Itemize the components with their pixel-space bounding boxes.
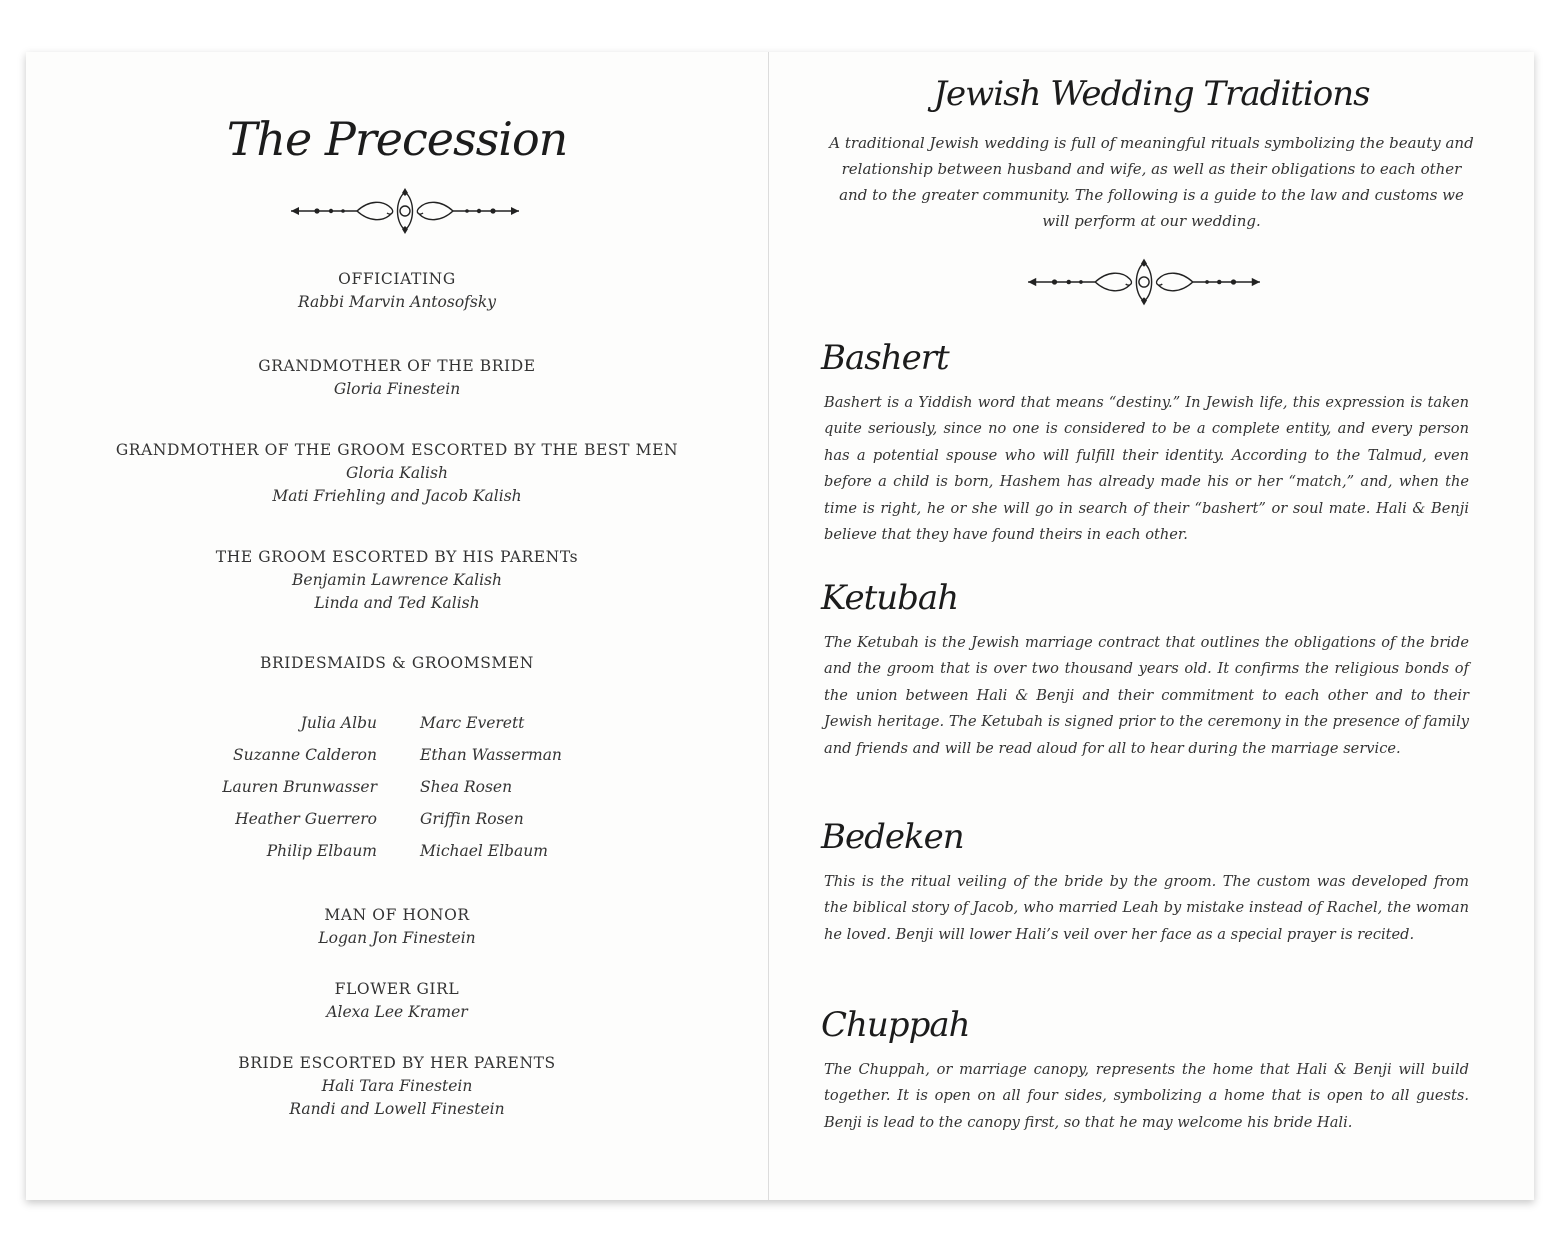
section-heading-bashert: Bashert — [821, 338, 949, 378]
name: Alexa Lee Kramer — [326, 1003, 468, 1021]
section-heading-ketubah: Ketubah — [821, 578, 959, 618]
section-text-bashert: Bashert is a Yiddish word that means “destiny.” In Jewish life, this expression is taken quite seriously, since no one is considered to be a complete entity, and every person has a potential spouse who will fulfill their identity. According to the Talmud, even before a child is born, Hashem has already made his or her “match,” and, when the time is right, he or she will go in search of their “bashert” or soul mate. Hali & Benji believe that they have found theirs in each other. — [824, 394, 1469, 544]
right-page — [769, 52, 1534, 1200]
procession-bride — [26, 1054, 768, 1118]
role-label: OFFICIATING — [338, 270, 456, 288]
section-heading-bedeken: Bedeken — [821, 817, 964, 857]
name: Gloria Kalish — [346, 464, 448, 482]
role-label: GRANDMOTHER OF THE GROOM ESCORTED BY THE BEST MEN — [115, 441, 679, 459]
section-text-chuppah: The Chuppah, or marriage canopy, represents the home that Hali & Benji will build together. It is open on all four sides, symbolizing a home that is open to all guests. Benji is lead to the canopy first, so that he may welcome his bride Hali. — [824, 1061, 1469, 1131]
groomsman-name: Griffin Rosen — [420, 810, 524, 828]
name: Benjamin Lawrence Kalish — [292, 571, 502, 589]
role-label: THE GROOM ESCORTED BY HIS PARENTs — [215, 548, 579, 566]
procession-grandmother-bride — [26, 357, 768, 398]
procession-man-of-honor — [26, 906, 768, 947]
name: Gloria Finestein — [333, 380, 461, 398]
groomsman-name: Marc Everett — [420, 714, 525, 732]
bridesmaid-name: Julia Albu — [300, 714, 377, 732]
attendants-list — [26, 714, 768, 874]
role-label: MAN OF HONOR — [324, 906, 470, 924]
intro-paragraph: A traditional Jewish wedding is full of meaningful rituals symbolizing the beauty and relationship between husband and wife, as well as their obligations to each other and to the greater community. The following is a guide to the law and customs we will perform at our wedding. — [829, 134, 1474, 230]
bridesmaid-name: Philip Elbaum — [266, 842, 377, 860]
left-page — [26, 52, 769, 1200]
flourish-ornament-icon — [1024, 256, 1264, 308]
name: Randi and Lowell Finestein — [289, 1100, 505, 1118]
program-spread — [26, 52, 1534, 1200]
groomsman-name: Shea Rosen — [420, 778, 513, 796]
page-title: Jewish Wedding Traditions — [933, 74, 1370, 114]
role-label: BRIDE ESCORTED BY HER PARENTS — [238, 1054, 556, 1072]
name: Rabbi Marvin Antosofsky — [297, 293, 496, 311]
role-label: GRANDMOTHER OF THE BRIDE — [258, 357, 536, 375]
groomsman-name: Michael Elbaum — [420, 842, 548, 860]
role-label: BRIDESMAIDS & GROOMSMEN — [260, 654, 534, 672]
groomsman-name: Ethan Wasserman — [420, 746, 562, 764]
name: Linda and Ted Kalish — [314, 594, 480, 612]
page-title: The Precession — [226, 112, 568, 166]
name: Mati Friehling and Jacob Kalish — [272, 487, 522, 505]
procession-groom — [26, 548, 768, 612]
procession-flower-girl — [26, 980, 768, 1021]
bridesmaid-name: Suzanne Calderon — [233, 746, 377, 764]
section-text-bedeken: This is the ritual veiling of the bride by the groom. The custom was developed from the biblical story of Jacob, who married Leah by mistake instead of Rachel, the woman he loved. Benji will lower Hali’s veil over her face as a special prayer is recited. — [824, 873, 1469, 943]
bridesmaid-name: Heather Guerrero — [235, 810, 377, 828]
flourish-ornament-icon — [287, 186, 523, 236]
section-heading-chuppah: Chuppah — [821, 1005, 970, 1045]
name: Logan Jon Finestein — [318, 929, 476, 947]
procession-officiating — [26, 270, 768, 311]
procession-bridesmaids-groomsmen — [26, 654, 768, 672]
procession-grandmother-groom — [26, 441, 768, 505]
bridesmaid-name: Lauren Brunwasser — [222, 778, 377, 796]
role-label: FLOWER GIRL — [334, 980, 460, 998]
section-text-ketubah: The Ketubah is the Jewish marriage contract that outlines the obligations of the bride and the groom that is over two thousand years old. It confirms the religious bonds of the union between Hali & Benji and their commitment to each other and to their Jewish heritage. The Ketubah is signed prior to the ceremony in the presence of family and friends and will be read aloud for all to hear during the marriage service. — [824, 634, 1469, 757]
name: Hali Tara Finestein — [321, 1077, 473, 1095]
